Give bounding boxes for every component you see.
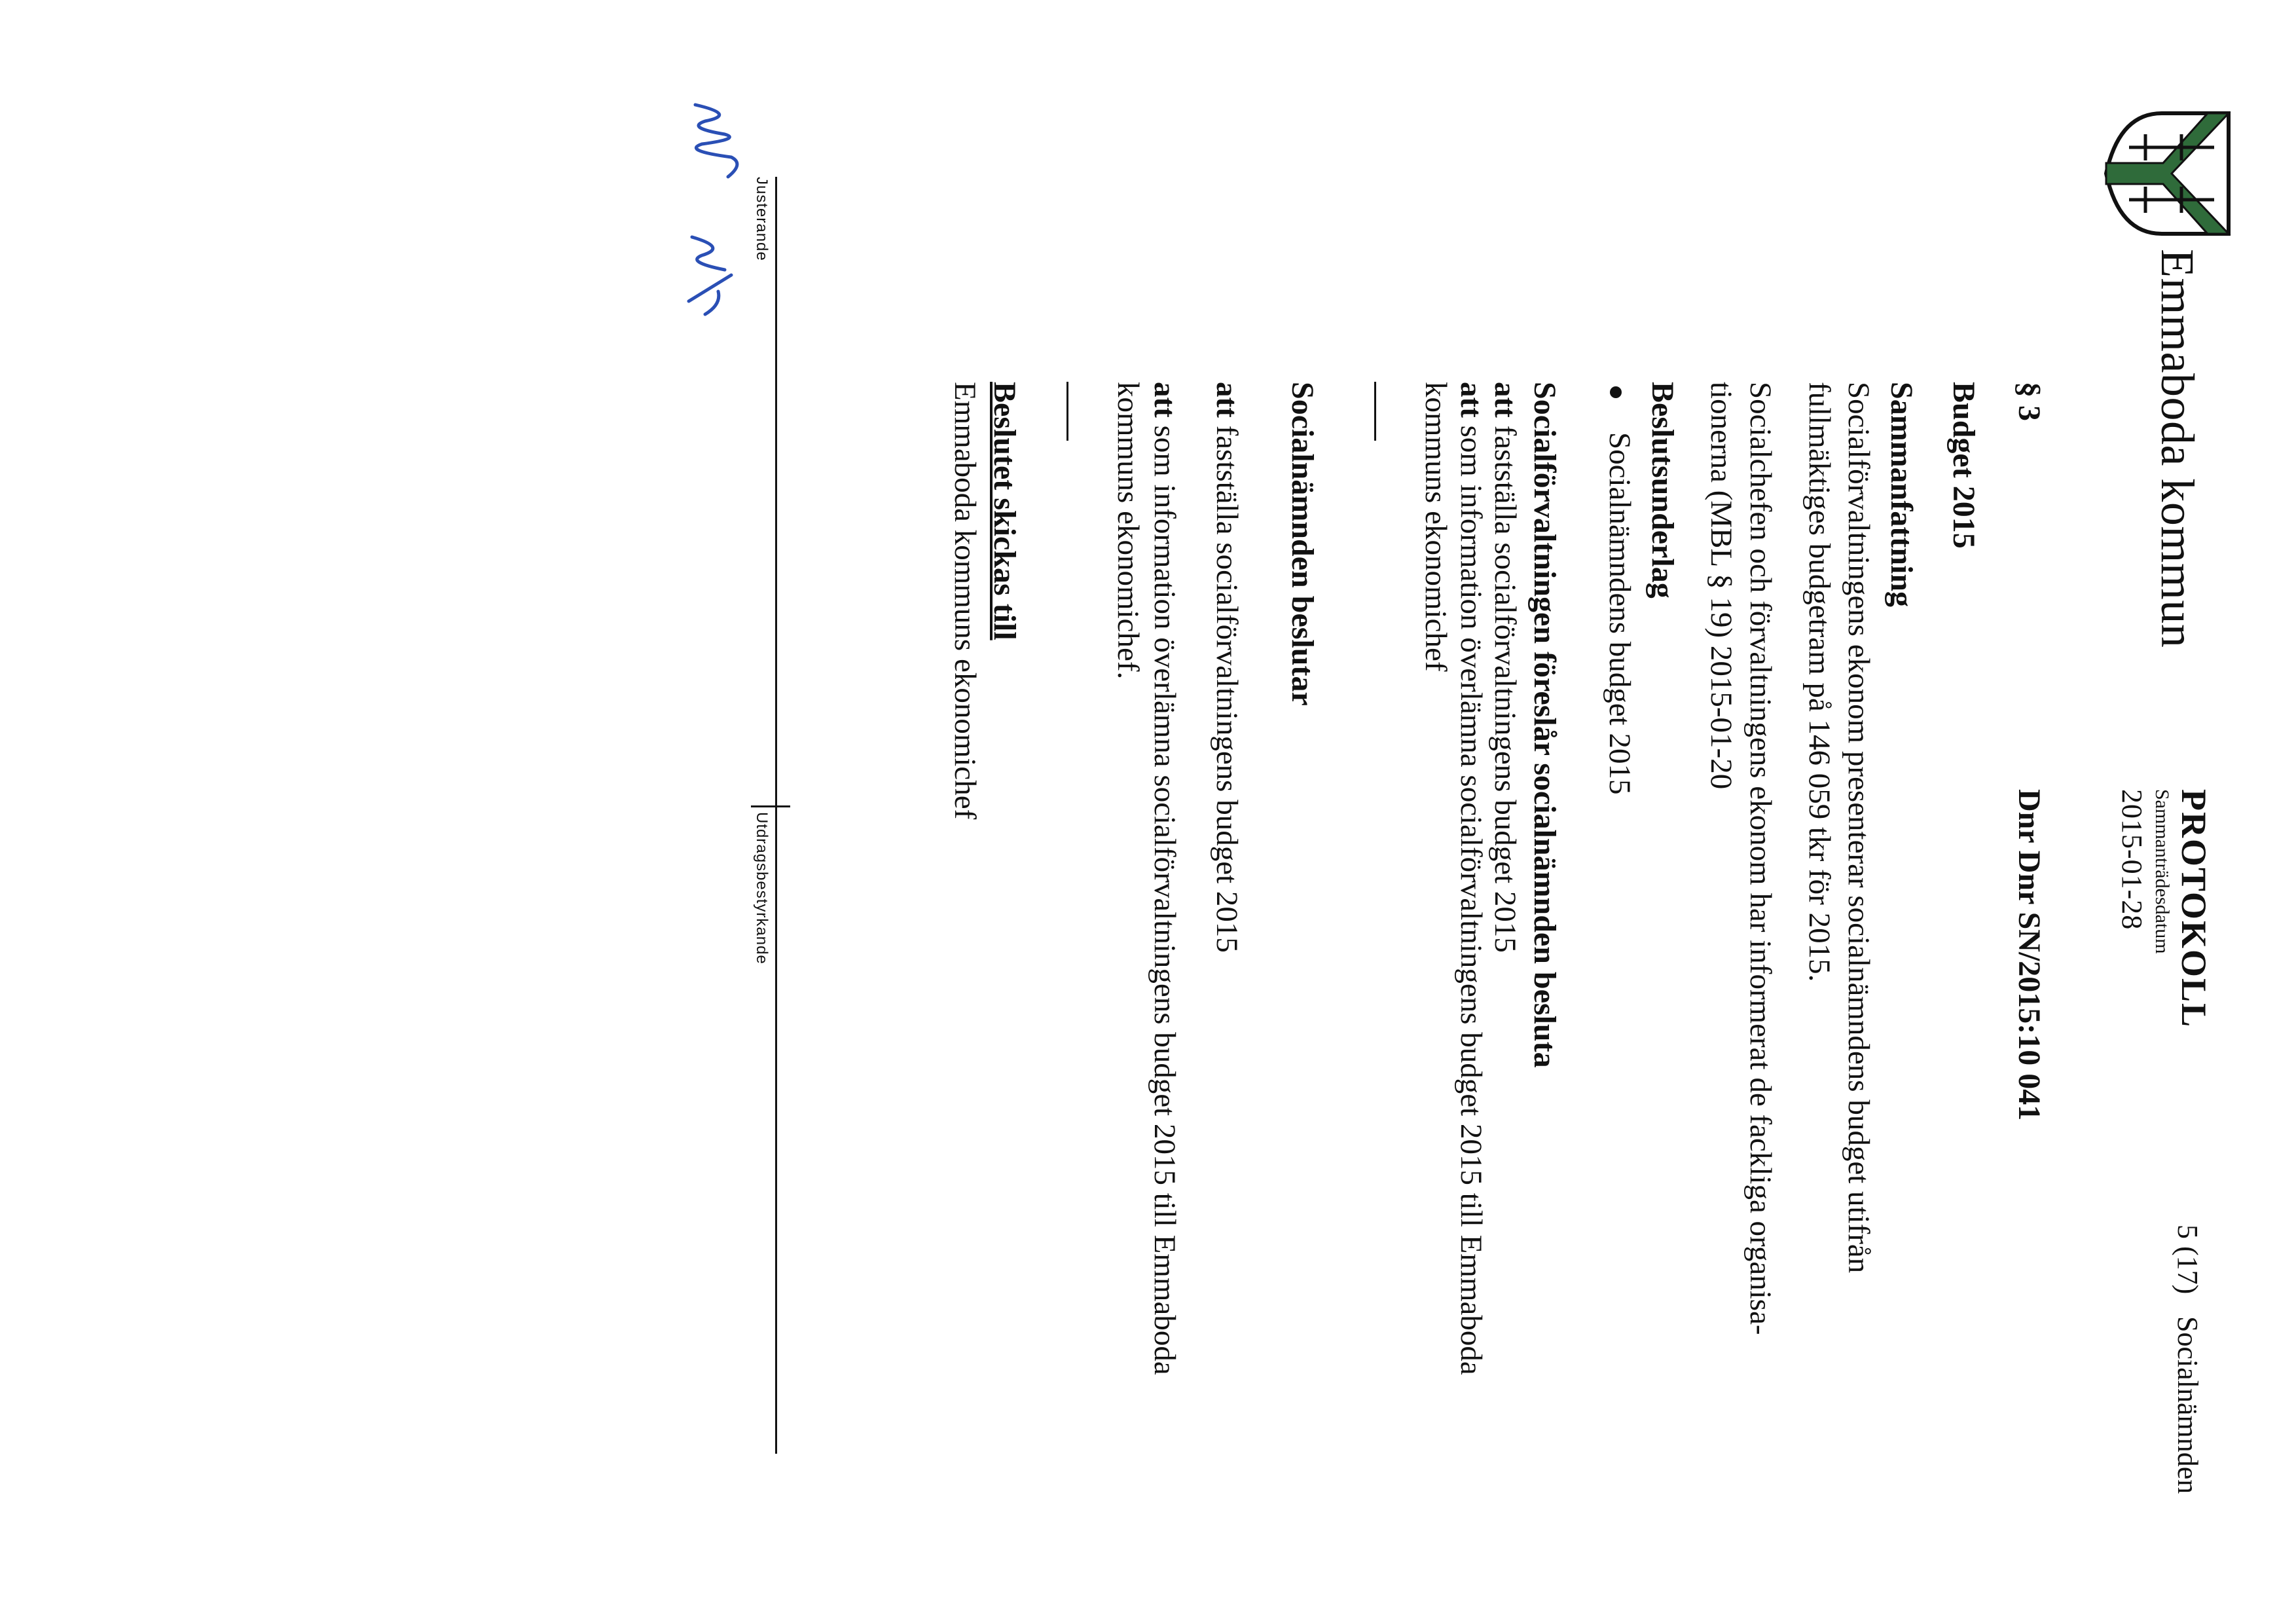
page-number: 5 (17)	[2172, 1225, 2204, 1295]
signature-initials-2	[679, 229, 744, 321]
decision-heading: Socialnämnden beslutar	[1285, 382, 1320, 706]
att-keyword: att	[1148, 382, 1182, 418]
summary-heading: Sammanfattning	[1884, 382, 1919, 608]
footer-divider	[751, 805, 790, 807]
proposal-att-line	[1453, 382, 1489, 1375]
meeting-date-label: Sammanträdesdatum	[2151, 789, 2173, 954]
proposal-att-line	[1487, 382, 1523, 953]
decision-att-line	[1146, 382, 1183, 1375]
municipal-crest-logo	[2103, 108, 2234, 239]
decision-text: fastställa socialförvaltningens budget 2015	[1210, 425, 1244, 953]
att-keyword: att	[1210, 382, 1244, 418]
att-keyword: att	[1488, 382, 1522, 418]
decision-att-line	[1209, 382, 1245, 953]
decision-text-continued: kommuns ekonomichef.	[1111, 382, 1145, 680]
proposal-heading: Socialförvaltningen föreslår socialnämnden besluta	[1527, 382, 1562, 1068]
organization-name: Emmaboda kommun	[2151, 249, 2204, 648]
footer-label-justerande: Justerande	[753, 177, 771, 261]
proposal-text: som information överlämna socialförvaltningens budget 2015 till Emmaboda	[1454, 425, 1488, 1375]
paragraph-number: § 3	[2012, 382, 2047, 421]
bullet-icon	[1610, 386, 1622, 398]
separator-line	[1066, 382, 1068, 441]
decision-text: som information överlämna socialförvaltningens budget 2015 till Emmaboda	[1148, 425, 1182, 1375]
proposal-text: fastställa socialförvaltningens budget 2015	[1488, 425, 1522, 953]
document-type: PROTOKOLL	[2174, 789, 2214, 1029]
diary-number: Dnr Dnr SN/2015:10 041	[2012, 789, 2047, 1121]
sent-to-recipient: Emmaboda kommuns ekonomichef	[948, 382, 982, 820]
separator-line	[1374, 382, 1376, 441]
summary-line: fullmäktiges budgetram på 146 059 tkr för 2015.	[1802, 382, 1836, 982]
footer-rule	[775, 177, 777, 1454]
summary-line: Socialförvaltningens ekonom presenterar socialnämndens budget utifrån	[1842, 382, 1876, 1274]
basis-item: Socialnämndens budget 2015	[1603, 432, 1637, 795]
summary-line: Socialchefen och förvaltningens ekonom har informerat de fackliga organisa-	[1743, 382, 1777, 1335]
basis-heading: Beslutsunderlag	[1645, 382, 1680, 599]
att-keyword: att	[1454, 382, 1488, 418]
proposal-text-continued: kommuns ekonomichef	[1419, 382, 1453, 672]
section-title: Budget 2015	[1946, 382, 1981, 549]
sent-to-heading: Beslutet skickas till	[987, 382, 1022, 640]
footer-label-utdragsbestyrkande: Utdragsbestyrkande	[753, 812, 771, 965]
department-name: Socialnämnden	[2172, 1316, 2204, 1494]
meeting-date: 2015-01-28	[2116, 789, 2148, 931]
signature-initials-1	[679, 98, 751, 190]
summary-line: tionerna (MBL § 19) 2015-01-20	[1704, 382, 1738, 790]
